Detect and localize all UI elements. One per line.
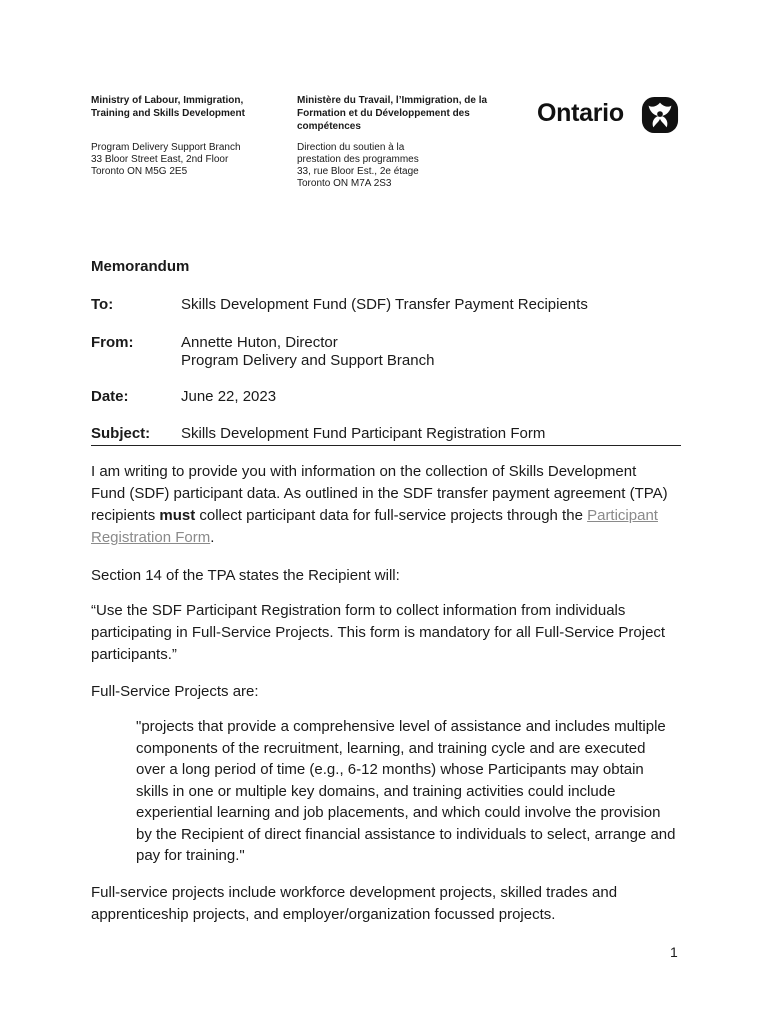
full-service-types-paragraph: Full-service projects include workforce development projects, skilled trades and apprenticeship projects, and employer/organization focussed projects.	[91, 884, 618, 923]
intro-text-b: collect participant data for full-service projects through the	[195, 507, 588, 524]
branch-fr-line-1: Direction du soutien à la	[297, 142, 405, 153]
subject-label: Subject:	[91, 425, 151, 442]
branch-en-line-3: Toronto ON M5G 2E5	[91, 166, 188, 177]
ministry-fr-line-1: Ministère du Travail, l’Immigration, de la	[297, 95, 488, 106]
ministry-fr-line-2: Formation et du Développement des	[297, 108, 470, 119]
subject-value: Skills Development Fund Participant Registration Form	[181, 425, 546, 442]
from-label: From:	[91, 334, 134, 351]
branch-address-fr	[297, 142, 487, 190]
page-number: 1	[670, 944, 678, 960]
ministry-fr-line-3: compétences	[297, 121, 361, 132]
branch-en-line-2: 33 Bloor Street East, 2nd Floor	[91, 154, 229, 165]
intro-text-a: I am writing to provide you with information on the collection of Skills Development Fund (SDF) participant data. As outlined in the SDF transfer payment agreement (TPA) recipients	[91, 463, 668, 524]
ministry-en-line-2: Training and Skills Development	[91, 108, 245, 119]
date-label: Date:	[91, 388, 129, 405]
from-branch: Program Delivery and Support Branch	[181, 352, 435, 369]
to-label: To:	[91, 296, 114, 313]
memo-title: Memorandum	[91, 258, 190, 275]
logo-wordmark: Ontario	[537, 99, 624, 127]
full-service-heading: Full-Service Projects are:	[91, 683, 259, 700]
ministry-name-fr	[297, 94, 517, 133]
tpa-quote-paragraph: “Use the SDF Participant Registration form to collect information from individuals participating in Full-Service Projects. This form is mandatory for all Full-Service Project participants.”	[91, 602, 666, 663]
full-service-definition-quote: "projects that provide a comprehensive level of assistance and includes multiple components of the recruitment, learning, and training cycle and are executed over a long period of time (e.g., 6-12 months) whose Participants may obtain skills in one or multiple key domains, and training activities could include experiential learning and job placements, and which could involve the provision by the Recipient of direct financial assistance to individuals to select, arrange and pay for training."	[136, 718, 676, 864]
from-name: Annette Huton, Director	[181, 334, 338, 351]
section-14-paragraph: Section 14 of the TPA states the Recipient will:	[91, 567, 400, 584]
branch-fr-line-3: 33, rue Bloor Est., 2e étage	[297, 166, 419, 177]
intro-text-end: .	[210, 529, 215, 546]
ontario-logo	[537, 96, 682, 136]
branch-fr-line-4: Toronto ON M7A 2S3	[297, 178, 392, 189]
intro-emphasis: must	[159, 507, 196, 524]
intro-paragraph	[91, 461, 671, 549]
branch-address-en	[91, 142, 281, 178]
trillium-icon	[641, 96, 679, 134]
participant-registration-form-link[interactable]: Participant Registration Form	[91, 507, 658, 546]
ministry-en-line-1: Ministry of Labour, Immigration,	[91, 95, 244, 106]
date-value: June 22, 2023	[181, 388, 277, 405]
branch-en-line-1: Program Delivery Support Branch	[91, 142, 241, 153]
header-divider	[91, 445, 681, 446]
branch-fr-line-2: prestation des programmes	[297, 154, 419, 165]
to-value: Skills Development Fund (SDF) Transfer Payment Recipients	[181, 296, 588, 313]
ministry-name-en	[91, 94, 281, 120]
from-value	[181, 334, 434, 370]
